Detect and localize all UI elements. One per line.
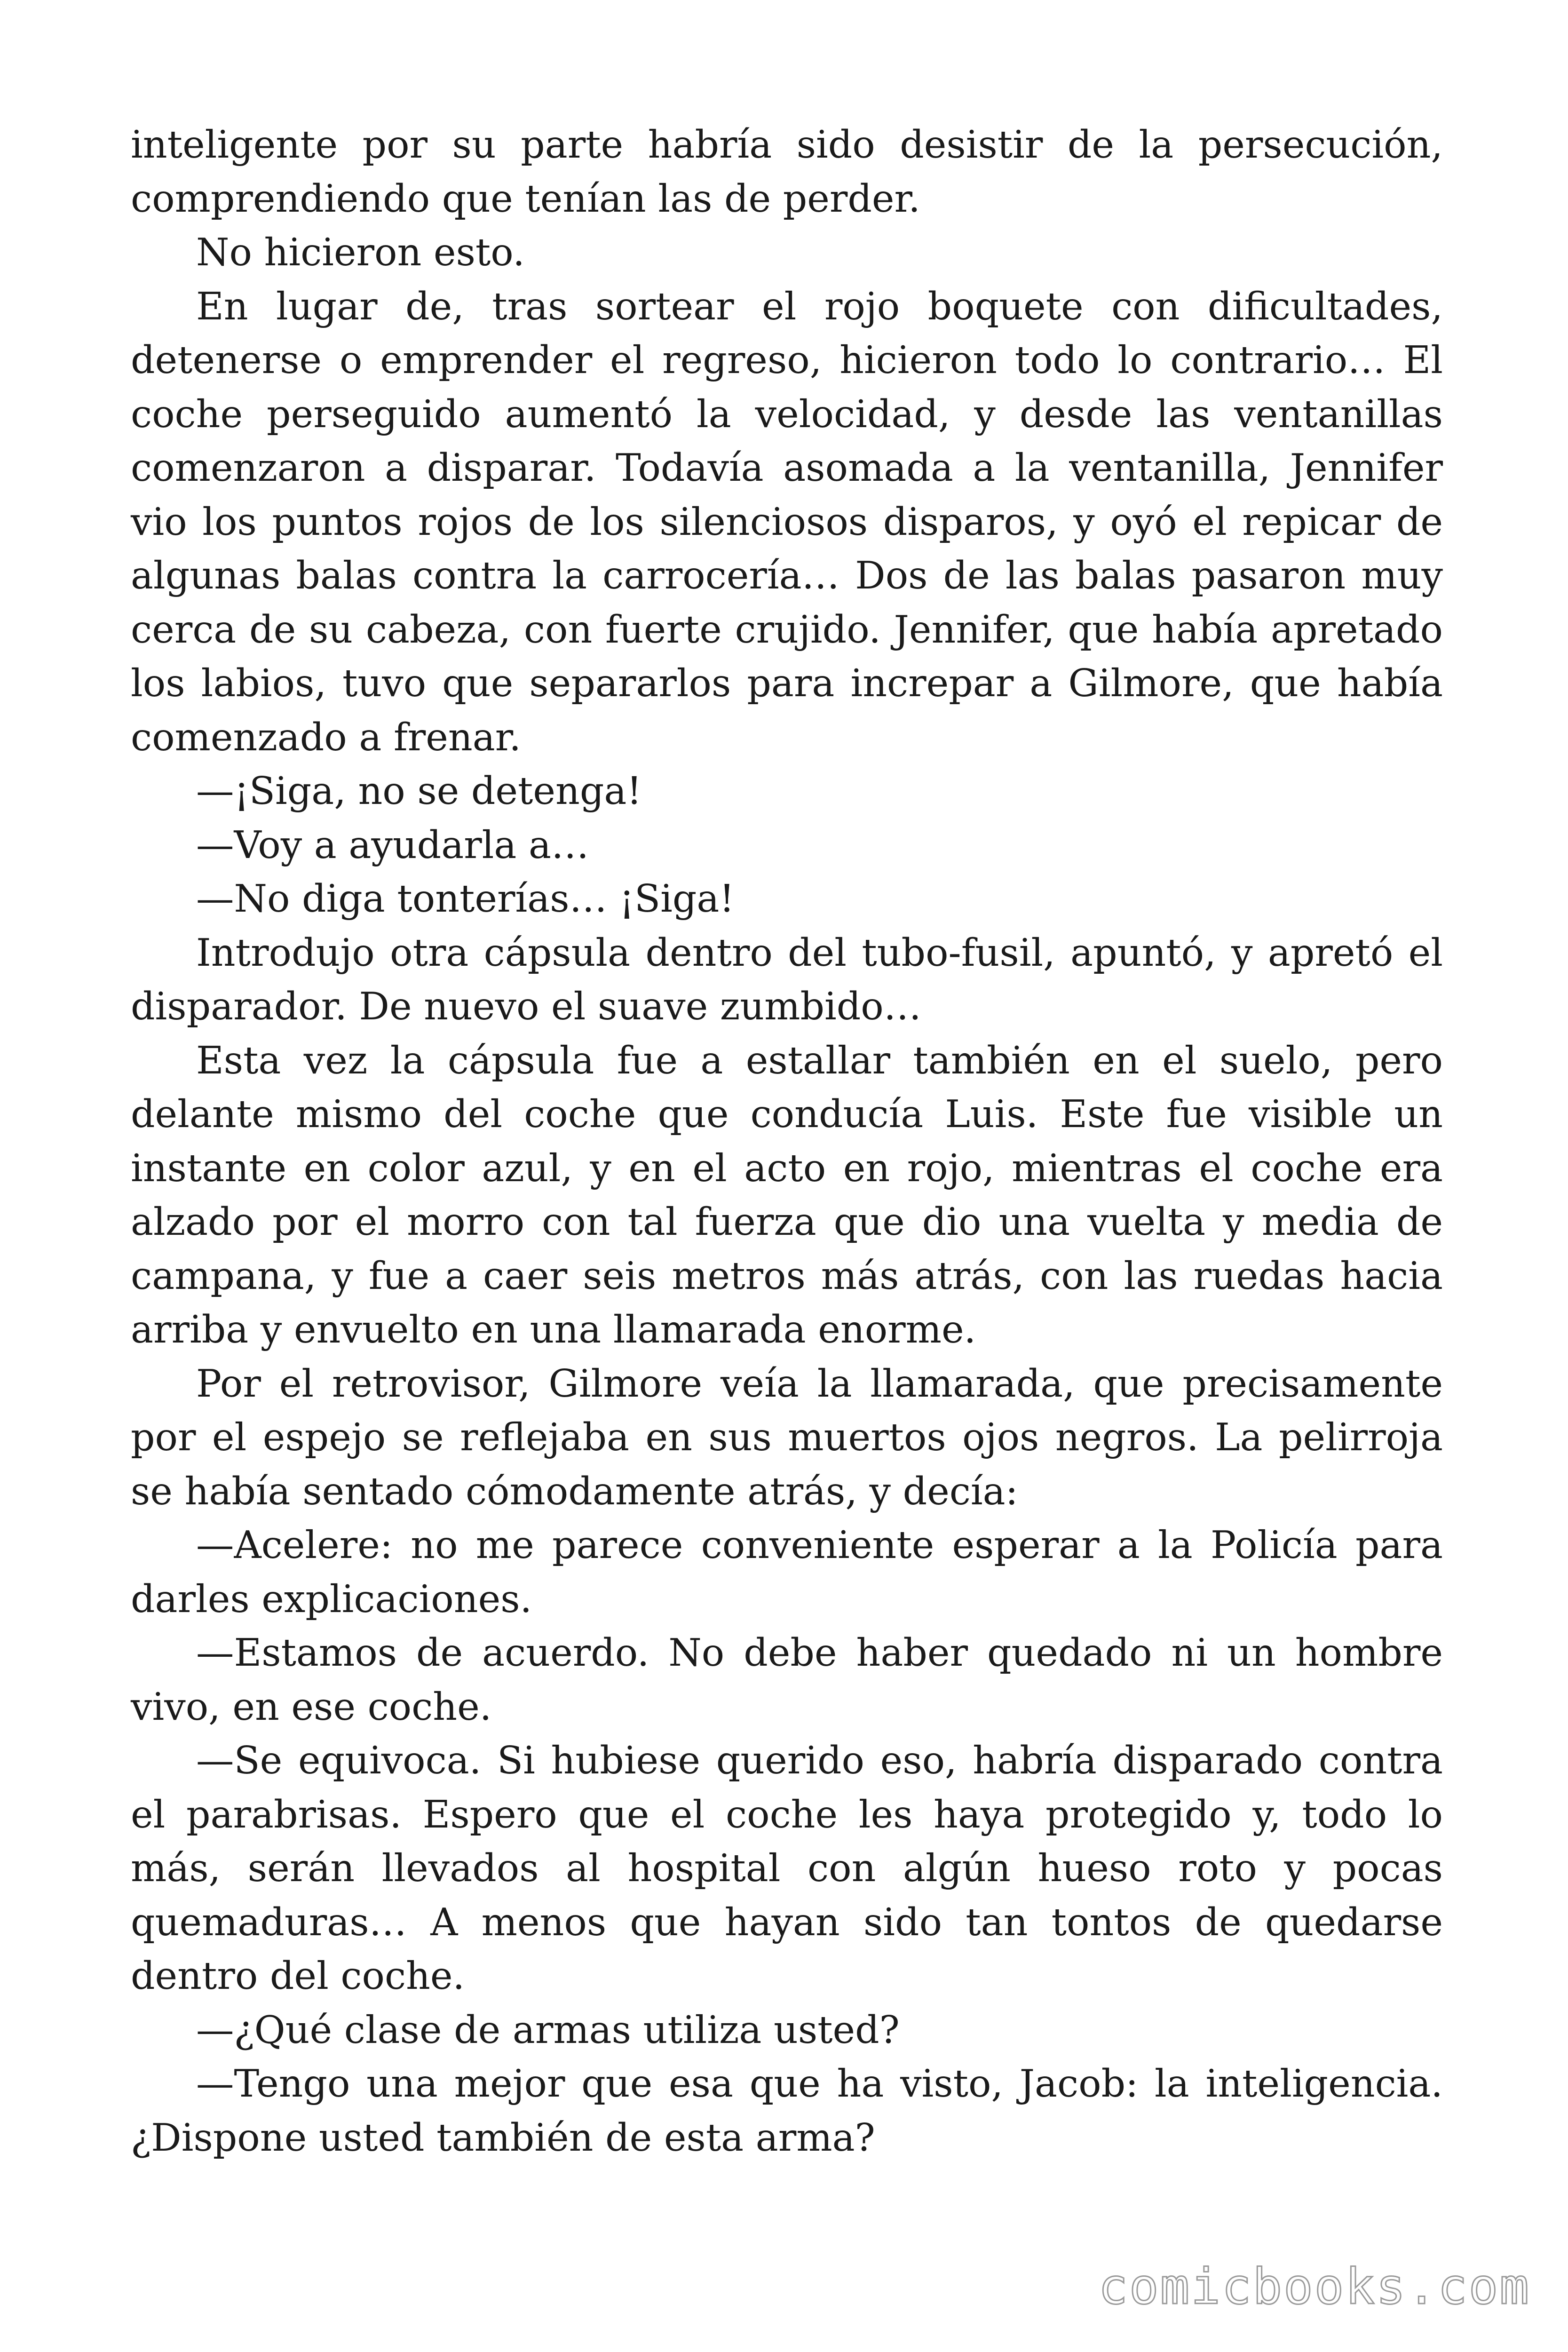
paragraph: En lugar de, tras sortear el rojo boquete con dificultades, detenerse o emprender el regreso, hicieron todo lo contrario… El coche perseguido aumentó la velocidad, y desde las ventanillas comenzaron a disparar. Todavía asomada a la ventanilla, Jennifer vio los puntos rojos de los silenciosos disparos, y oyó el repicar de algunas balas contra la carrocería… Dos de las balas pasaron muy cerca de su cabeza, con fuerte crujido. Jennifer, que había apretado los labios, tuvo que separarlos para increpar a Gilmore, que había comenzado a frenar. xyxy=(131,284,1443,759)
paragraph: No hicieron esto. xyxy=(196,230,525,274)
dialogue-line: —Estamos de acuerdo. No debe haber quedado ni un hombre vivo, en ese coche. xyxy=(131,1630,1443,1729)
paragraph: inteligente por su parte habría sido desistir de la persecución, comprendiendo que tenían las de perder. xyxy=(131,122,1443,221)
dialogue-line: —Se equivoca. Si hubiese querido eso, habría disparado contra el parabrisas. Espero que el coche les haya protegido y, todo lo más, serán llevados al hospital con algún hueso roto y pocas quemaduras… A menos que hayan sido tan tontos de quedarse dentro del coche. xyxy=(131,1738,1443,1998)
dialogue-line: —Voy a ayudarla a… xyxy=(196,822,589,867)
dialogue-line: —Acelere: no me parece conveniente esperar a la Policía para darles explicaciones. xyxy=(131,1523,1443,1621)
dialogue-line: —¡Siga, no se detenga! xyxy=(196,769,642,813)
paragraph: Por el retrovisor, Gilmore veía la llamarada, que precisamente por el espejo se reflejaba en sus muertos ojos negros. La pelirroja se había sentado cómodamente atrás, y decía: xyxy=(131,1361,1443,1513)
dialogue-line: —Tengo una mejor que esa que ha visto, Jacob: la inteligencia. ¿Dispone usted también de esta arma? xyxy=(131,2061,1443,2160)
page-body-text xyxy=(131,118,1443,2164)
dialogue-line: —No diga tonterías… ¡Siga! xyxy=(196,876,735,921)
watermark: comicbooks.com xyxy=(1098,2258,1530,2315)
dialogue-line: —¿Qué clase de armas utiliza usted? xyxy=(196,2007,900,2052)
paragraph: Esta vez la cápsula fue a estallar también en el suelo, pero delante mismo del coche que conducía Luis. Este fue visible un instante en color azul, y en el acto en rojo, mientras el coche era alzado por el morro con tal fuerza que dio una vuelta y media de campana, y fue a caer seis metros más atrás, con las ruedas hacia arriba y envuelto en una llamarada enorme. xyxy=(131,1038,1443,1351)
paragraph: Introdujo otra cápsula dentro del tubo-fusil, apuntó, y apretó el disparador. De nuevo el suave zumbido… xyxy=(131,930,1443,1028)
